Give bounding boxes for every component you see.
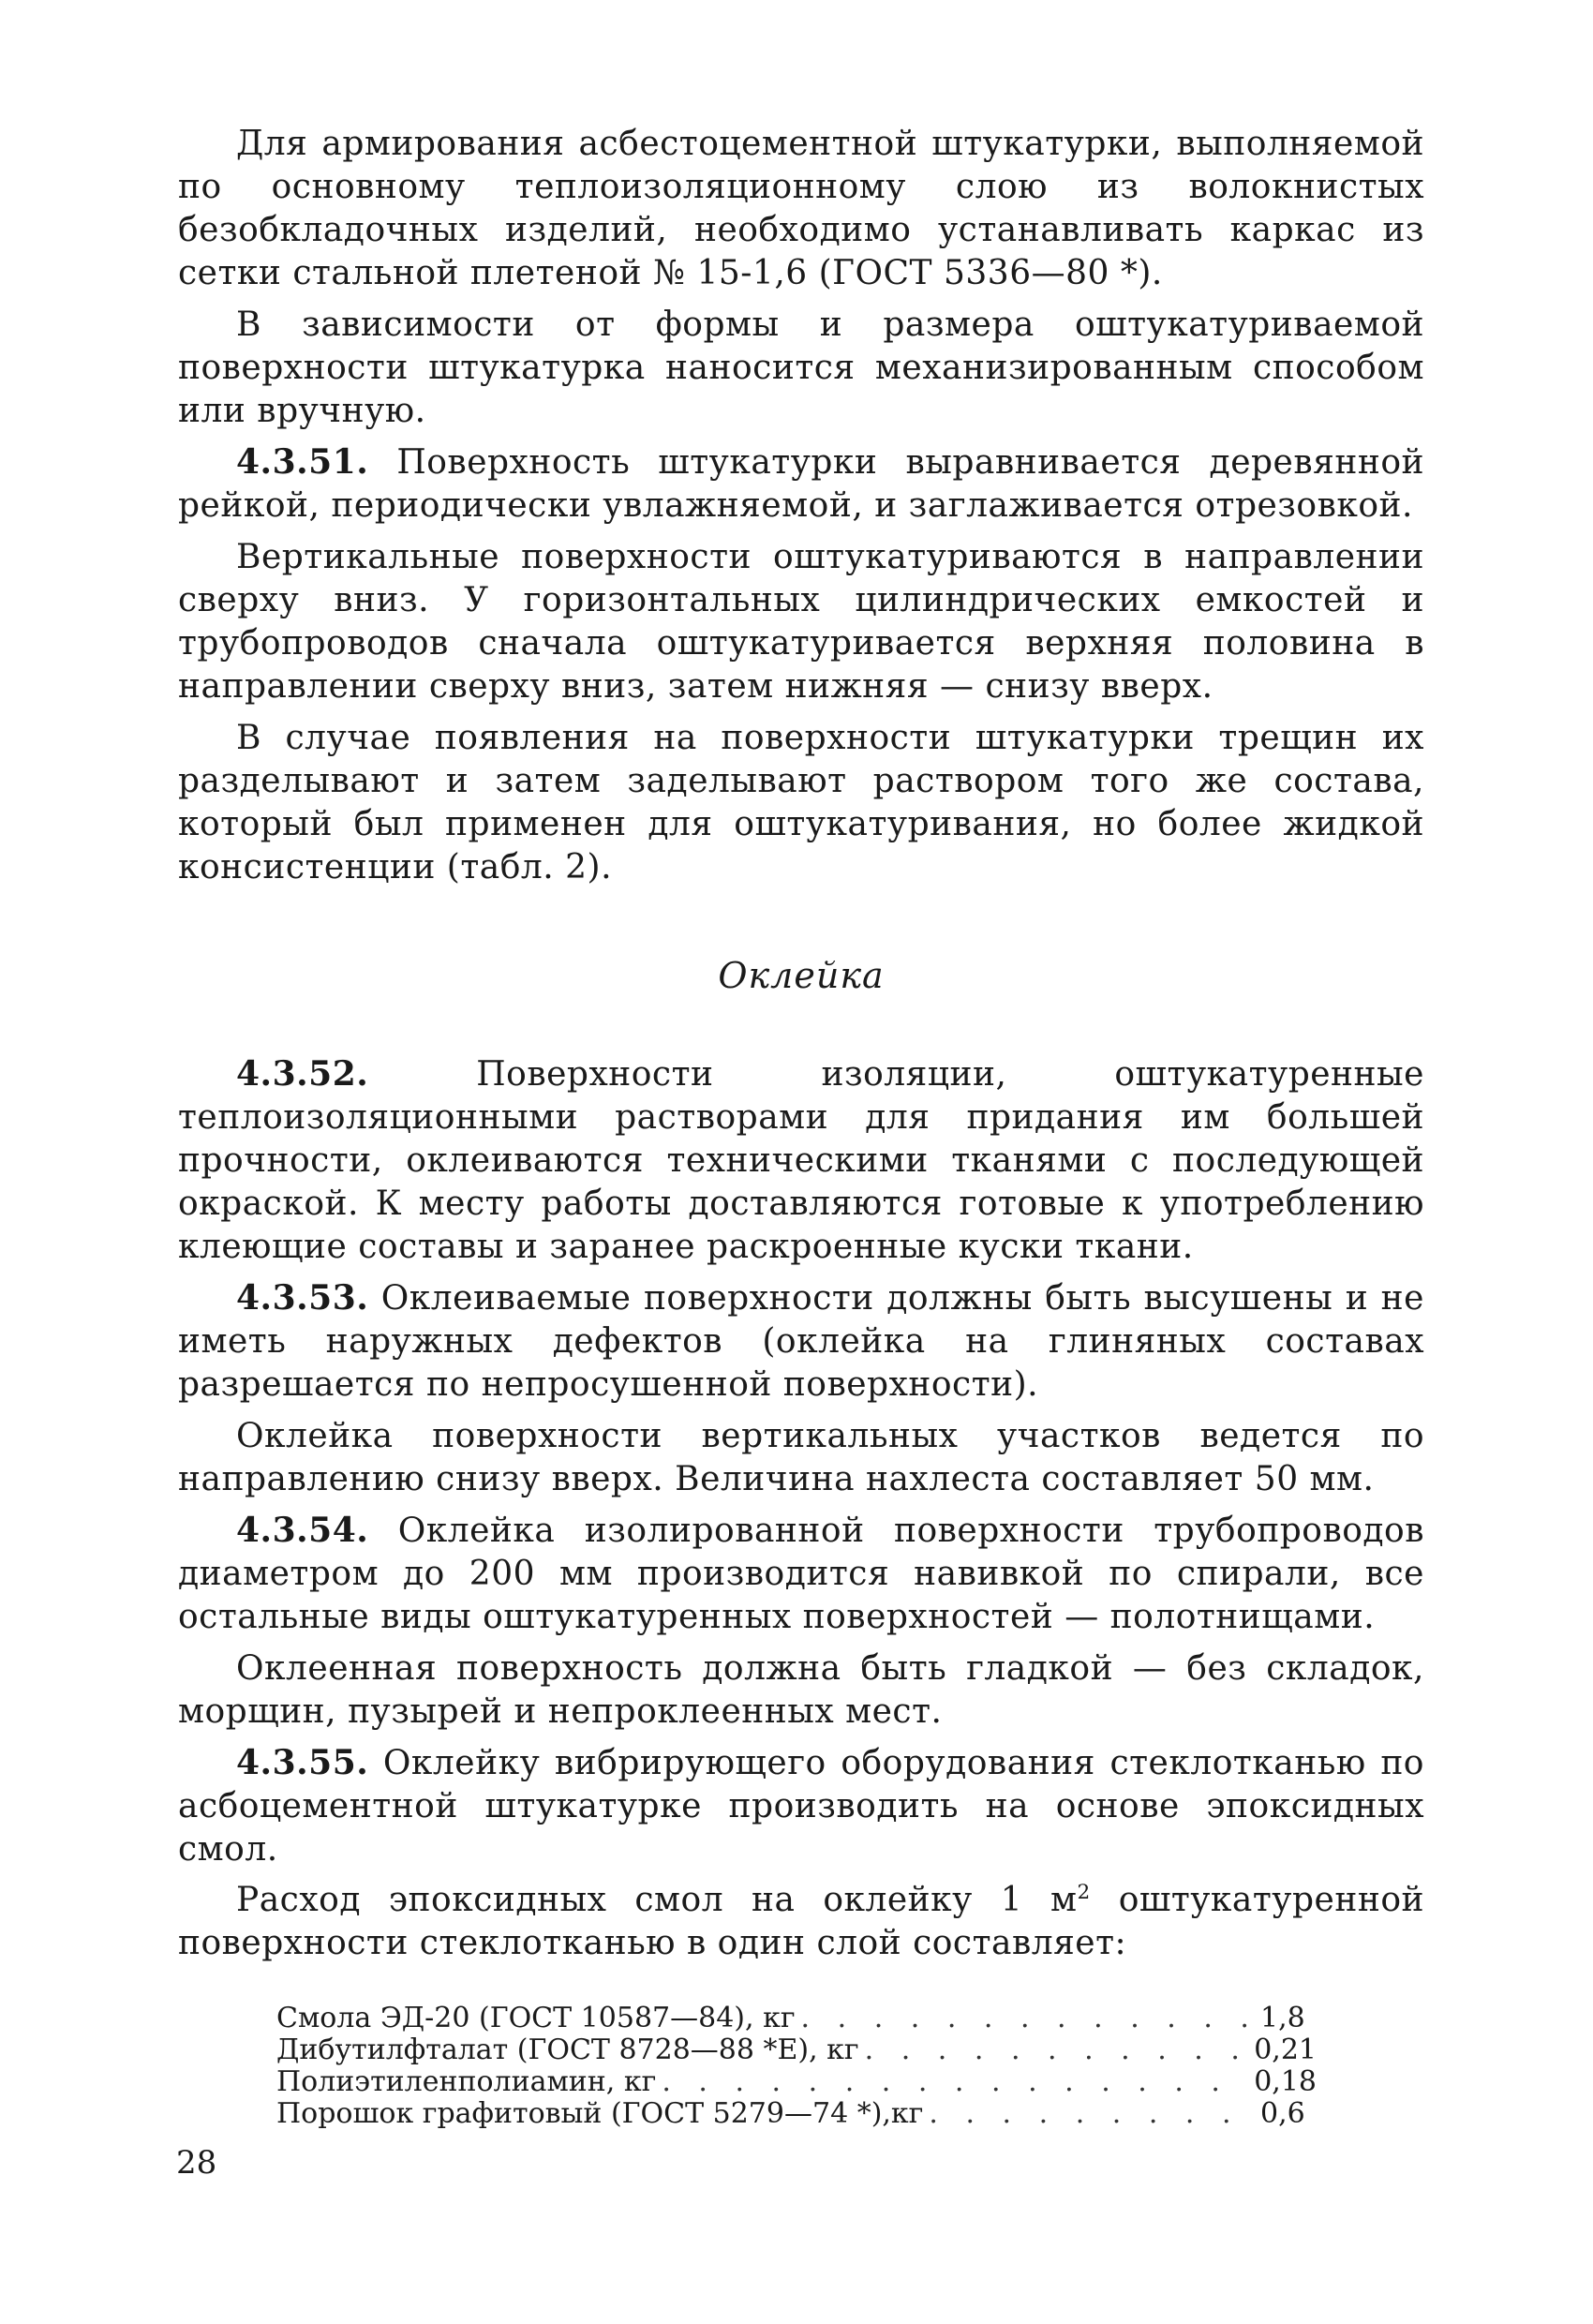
paragraph-text: Оклеиваемые поверхности должны быть высушены и не иметь наружных дефектов (оклейка на глиняных составах разрешается по непросушенной поверхности). [178,1279,1424,1404]
leader-dots [929,2098,1255,2130]
page-number: 28 [176,2144,217,2182]
clause-number: 4.3.52. [236,1054,369,1094]
clause-number: 4.3.55. [236,1743,369,1782]
leader-dots [801,2003,1255,2034]
table-row [276,2034,1317,2066]
material-value: 0,18 [1254,2065,1317,2098]
clause-number: 4.3.53. [236,1278,369,1318]
paragraph-text: Поверхности изоляции, оштукатуренные теплоизоляционными растворами для придания им большей прочности, оклеиваются техническими тканями с последующей окраской. К месту работы доставляются готовые к употреблению клеющие составы и заранее раскроенные куски ткани. [178,1055,1424,1266]
paragraph [178,1414,1424,1501]
paragraph [178,1646,1424,1734]
materials-table [276,2003,1317,2130]
paragraph [178,440,1424,528]
paragraph [178,303,1424,433]
leader-dots [662,2066,1248,2098]
paragraph [178,1052,1424,1269]
clause-number: 4.3.51. [236,442,369,482]
paragraph-text: Для армирования асбестоцементной штукатурки, выполняемой по основному теплоизоляционному слою из волокнистых безобкладочных изделий, необходимо устанавливать каркас из сетки стальной плетеной № 15-1,6 (ГОСТ 5336—80 *). [178,125,1424,292]
consumption-intro-before: Расход эпоксидных смол на оклейку 1 м [236,1881,1078,1919]
paragraph [178,535,1424,708]
consumption-intro-after: оштукатуренной поверхности стеклотканью в один слой составляет: [178,1881,1424,1962]
paragraph [178,716,1424,889]
paragraph-text: Поверхность штукатурки выравнивается деревянной рейкой, периодически увлажняемой, и заглаживается отрезовкой. [178,443,1424,525]
material-label: Полиэтиленполиамин, кг [276,2065,657,2098]
table-row [276,2003,1317,2034]
document-page [178,122,1424,2130]
material-label: Дибутилфталат (ГОСТ 8728—88 *Е), кг [276,2034,859,2066]
material-value: 1,8 [1260,2002,1305,2034]
section-heading: Оклейка [718,955,885,996]
paragraph-text: В случае появления на поверхности штукатурки трещин их разделывают и затем заделывают раствором того же состава, который был применен для оштукатуривания, но более жидкой консистенции (табл. 2). [178,719,1424,886]
superscript: 2 [1077,1881,1091,1904]
material-value: 0,6 [1260,2097,1305,2130]
leader-dots [865,2034,1249,2066]
paragraph-text: Оклеенная поверхность должна быть гладкой — без складок, морщин, пузырей и непроклеенных мест. [178,1649,1424,1731]
consumption-intro [178,1879,1424,1965]
paragraph [178,1276,1424,1407]
material-label: Порошок графитовый (ГОСТ 5279—74 *),кг [276,2097,924,2130]
paragraph-text: Оклейка изолированной поверхности трубопроводов диаметром до 200 мм производится навивкой по спирали, все остальные виды оштукатуренных поверхностей — полотнищами. [178,1512,1425,1636]
table-row [276,2098,1317,2130]
material-label: Смола ЭД-20 (ГОСТ 10587—84), кг [276,2002,796,2034]
paragraph-text: Вертикальные поверхности оштукатуриваются в направлении сверху вниз. У горизонтальных цилиндрических емкостей и трубопроводов сначала оштукатуривается верхняя половина в направлении сверху вниз, затем нижняя — снизу вверх. [178,538,1424,706]
paragraph [178,1509,1424,1639]
table-row [276,2066,1317,2098]
paragraph-text: В зависимости от формы и размера оштукатуриваемой поверхности штукатурка наносится механизированным способом или вручную. [178,305,1424,430]
paragraph-text: Оклейка поверхности вертикальных участков ведется по направлению снизу вверх. Величина нахлеста составляет 50 мм. [178,1417,1424,1498]
material-value: 0,21 [1254,2034,1317,2066]
paragraph [178,122,1424,295]
paragraph-text: Оклейку вибрирующего оборудования стеклотканью по асбоцементной штукатурке производить на основе эпоксидных смол. [178,1744,1424,1869]
paragraph [178,1741,1424,1871]
clause-number: 4.3.54. [236,1511,369,1550]
